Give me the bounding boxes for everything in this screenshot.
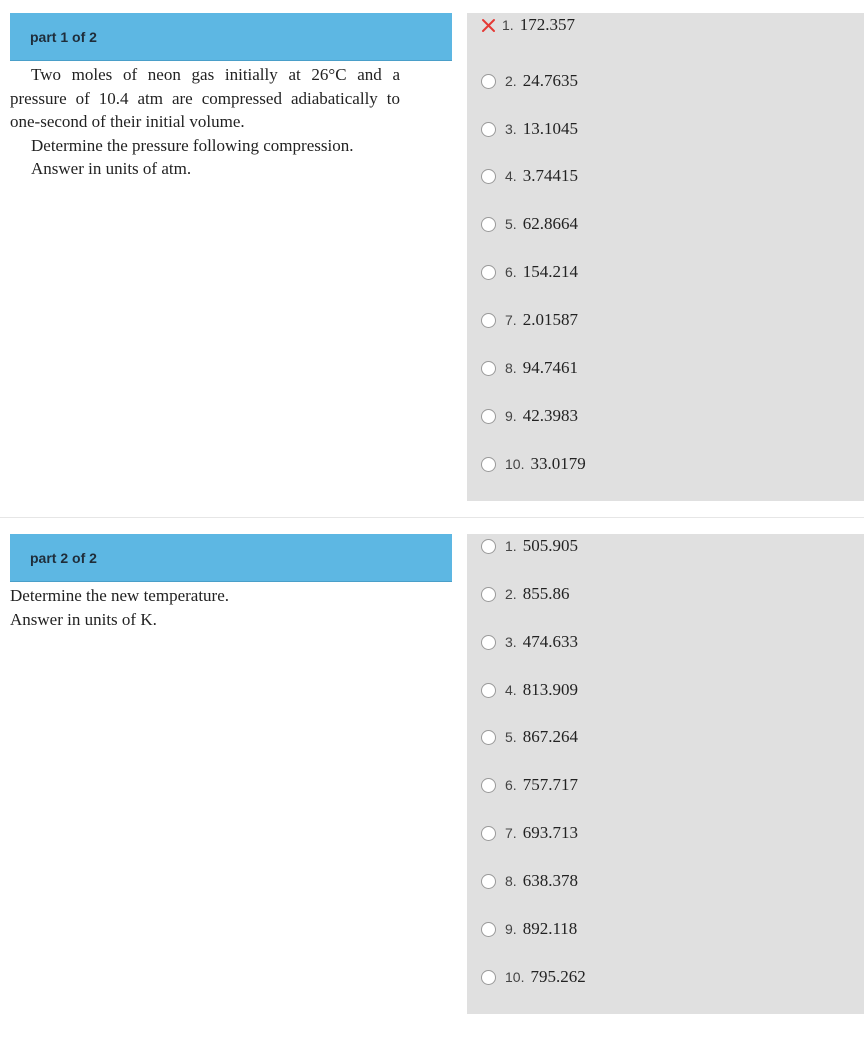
option-value: 24.7635	[522, 71, 578, 90]
part-1-question-line: Determine the pressure following compression.	[31, 135, 354, 155]
option-value: 62.8664	[522, 214, 578, 233]
option-value: 3.74415	[522, 166, 578, 185]
option-number: 3.	[505, 634, 517, 650]
option-value: 638.378	[522, 871, 578, 890]
radio-icon[interactable]	[481, 635, 496, 650]
option-value: 505.905	[522, 536, 578, 555]
option-value: 693.713	[522, 823, 578, 842]
radio-icon[interactable]	[481, 539, 496, 554]
part-2-section	[0, 534, 864, 1014]
option-number: 5.	[505, 216, 517, 232]
option-value: 474.633	[522, 632, 578, 651]
option-number: 1.	[502, 17, 514, 33]
part-2-question-column	[10, 534, 452, 631]
part-1-option-4[interactable]	[481, 164, 578, 188]
part-1-options-panel	[467, 13, 864, 501]
part-1-option-10[interactable]	[481, 452, 586, 476]
part-2-question-text	[10, 584, 400, 631]
part-2-option-5[interactable]	[481, 725, 578, 749]
option-number: 6.	[505, 264, 517, 280]
option-number: 9.	[505, 921, 517, 937]
radio-icon[interactable]	[481, 730, 496, 745]
part-1-question-text	[10, 63, 400, 181]
part-2-question-line: Determine the new temperature.	[10, 586, 230, 605]
option-number: 1.	[505, 538, 517, 554]
radio-icon[interactable]	[481, 970, 496, 985]
part-2-option-2[interactable]	[481, 582, 569, 606]
part-2-option-4[interactable]	[481, 678, 578, 702]
radio-icon[interactable]	[481, 826, 496, 841]
part-2-option-9[interactable]	[481, 917, 577, 941]
radio-icon[interactable]	[481, 409, 496, 424]
part-2-header	[10, 534, 452, 582]
option-value: 154.214	[522, 262, 578, 281]
option-number: 5.	[505, 729, 517, 745]
part-2-option-7[interactable]	[481, 821, 578, 845]
option-number: 10.	[505, 969, 525, 985]
option-value: 867.264	[522, 727, 578, 746]
option-number: 2.	[505, 586, 517, 602]
radio-icon[interactable]	[481, 313, 496, 328]
part-1-option-2[interactable]	[481, 69, 578, 93]
part-2-header-label: part 2 of 2	[30, 549, 97, 566]
radio-icon[interactable]	[481, 683, 496, 698]
option-value: 94.7461	[522, 358, 578, 377]
option-number: 3.	[505, 121, 517, 137]
radio-icon[interactable]	[481, 778, 496, 793]
option-number: 8.	[505, 873, 517, 889]
part-2-question-line: Answer in units of K.	[10, 609, 157, 629]
part-1-header	[10, 13, 452, 61]
part-1-option-5[interactable]	[481, 212, 578, 236]
part-2-option-6[interactable]	[481, 773, 578, 797]
option-value: 795.262	[530, 967, 586, 986]
part-2-option-1[interactable]	[481, 534, 578, 558]
option-number: 9.	[505, 408, 517, 424]
radio-icon[interactable]	[481, 361, 496, 376]
option-number: 7.	[505, 825, 517, 841]
part-1-question-line: Answer in units of atm.	[31, 159, 192, 178]
radio-icon[interactable]	[481, 457, 496, 472]
part-1-header-label: part 1 of 2	[30, 28, 97, 45]
part-2-option-10[interactable]	[481, 965, 586, 989]
part-1-option-3[interactable]	[481, 117, 578, 141]
part-1-question-column	[10, 13, 452, 181]
option-number: 8.	[505, 360, 517, 376]
part-1-option-8[interactable]	[481, 356, 578, 380]
option-value: 2.01587	[522, 310, 578, 329]
part-1-section	[0, 13, 864, 501]
part-1-option-6[interactable]	[481, 260, 578, 284]
option-number: 4.	[505, 682, 517, 698]
part-2-options-panel	[467, 534, 864, 1014]
part-1-question-line: Two moles of neon gas initially at 26°C and a pressure of 10.4 atm are compressed adiabatically to one-second of their initial volume.	[10, 65, 400, 131]
option-value: 892.118	[522, 919, 578, 938]
option-value: 813.909	[522, 680, 578, 699]
option-number: 6.	[505, 777, 517, 793]
radio-icon[interactable]	[481, 122, 496, 137]
option-value: 33.0179	[530, 454, 586, 473]
option-value: 172.357	[519, 15, 575, 34]
option-value: 757.717	[522, 775, 578, 794]
x-mark-icon	[481, 18, 496, 33]
radio-icon[interactable]	[481, 922, 496, 937]
option-value: 855.86	[522, 584, 570, 603]
radio-icon[interactable]	[481, 217, 496, 232]
part-1-option-7[interactable]	[481, 308, 578, 332]
radio-icon[interactable]	[481, 265, 496, 280]
part-2-option-8[interactable]	[481, 869, 578, 893]
radio-icon[interactable]	[481, 874, 496, 889]
option-number: 7.	[505, 312, 517, 328]
radio-icon[interactable]	[481, 587, 496, 602]
option-value: 42.3983	[522, 406, 578, 425]
option-number: 10.	[505, 456, 525, 472]
part-divider	[0, 517, 864, 518]
part-1-option-1[interactable]	[481, 13, 575, 37]
radio-icon[interactable]	[481, 169, 496, 184]
option-number: 4.	[505, 168, 517, 184]
radio-icon[interactable]	[481, 74, 496, 89]
option-number: 2.	[505, 73, 517, 89]
part-1-option-9[interactable]	[481, 404, 578, 428]
option-value: 13.1045	[522, 119, 578, 138]
part-2-option-3[interactable]	[481, 630, 578, 654]
